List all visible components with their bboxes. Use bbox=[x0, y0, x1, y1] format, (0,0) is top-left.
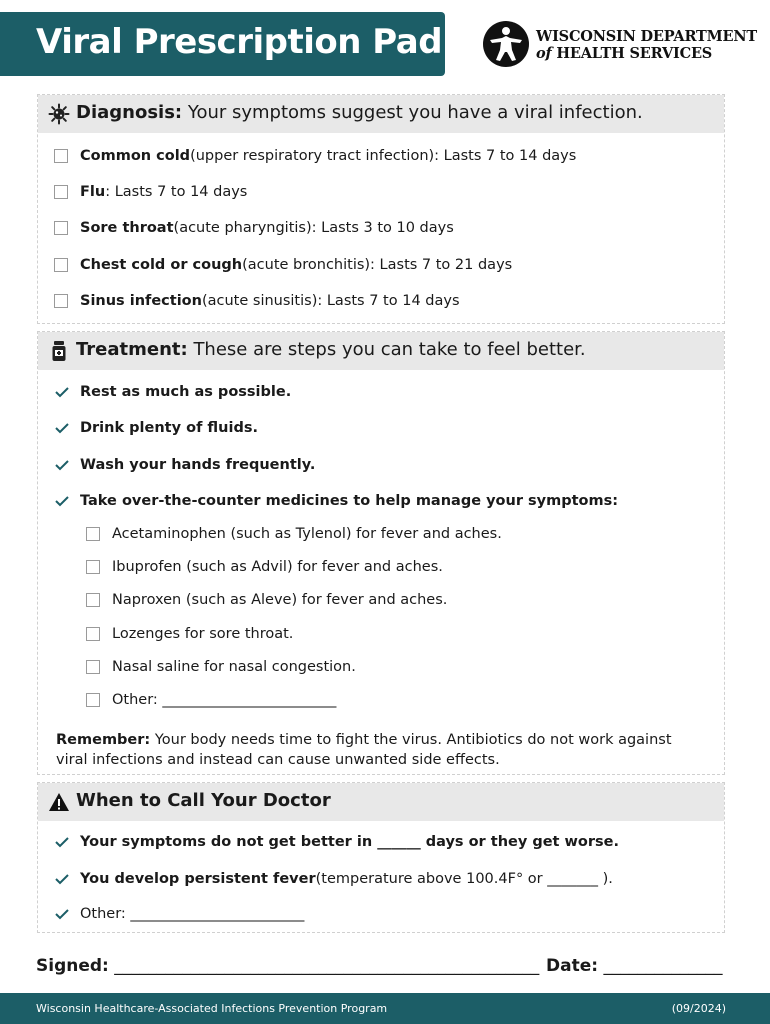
checkmark-icon bbox=[54, 872, 70, 886]
diagnosis-option-chest-cold[interactable]: Chest cold or cough (acute bronchitis): Lasts 7 to 21 days bbox=[54, 257, 512, 273]
medicine-option-other[interactable]: Other: ________________________ bbox=[86, 692, 336, 708]
checkbox[interactable] bbox=[54, 149, 68, 163]
checkmark-icon bbox=[54, 494, 70, 508]
medicine-bottle-icon bbox=[48, 340, 70, 362]
footer-date: (09/2024) bbox=[671, 1002, 726, 1015]
diagnosis-heading: Diagnosis: Your symptoms suggest you have a viral infection. bbox=[76, 102, 643, 123]
checkbox[interactable] bbox=[86, 560, 100, 574]
date-field[interactable]: Date: ______________ bbox=[546, 956, 723, 976]
footer-bar bbox=[0, 993, 770, 1024]
doctor-condition: You develop persistent fever (temperature above 100.4F° or _______ ). bbox=[54, 871, 613, 887]
checkmark-icon bbox=[54, 835, 70, 849]
treatment-header bbox=[38, 332, 724, 370]
checkmark-icon bbox=[54, 458, 70, 472]
checkbox[interactable] bbox=[86, 693, 100, 707]
signed-field[interactable]: Signed: __________________________________________________ bbox=[36, 956, 540, 976]
checkbox[interactable] bbox=[54, 221, 68, 235]
treatment-step: Rest as much as possible. bbox=[54, 384, 291, 400]
call-doctor-section bbox=[37, 782, 725, 933]
treatment-heading: Treatment: These are steps you can take to feel better. bbox=[76, 339, 586, 360]
title-banner bbox=[0, 12, 445, 76]
diagnosis-header bbox=[38, 95, 724, 133]
medicine-option-nasal-saline[interactable]: Nasal saline for nasal congestion. bbox=[86, 659, 356, 675]
treatment-step: Wash your hands frequently. bbox=[54, 457, 315, 473]
treatment-section bbox=[37, 331, 725, 775]
checkbox[interactable] bbox=[54, 258, 68, 272]
diagnosis-option-common-cold[interactable]: Common cold (upper respiratory tract infection): Lasts 7 to 14 days bbox=[54, 148, 576, 164]
checkbox[interactable] bbox=[86, 593, 100, 607]
checkmark-icon bbox=[54, 907, 70, 921]
medicine-option-naproxen[interactable]: Naproxen (such as Aleve) for fever and aches. bbox=[86, 592, 447, 608]
footer-program-name: Wisconsin Healthcare-Associated Infections Prevention Program bbox=[36, 1002, 388, 1015]
call-doctor-header bbox=[38, 783, 724, 821]
dhs-logo bbox=[482, 20, 757, 70]
checkbox[interactable] bbox=[86, 627, 100, 641]
medicine-option-ibuprofen[interactable]: Ibuprofen (such as Advil) for fever and aches. bbox=[86, 559, 443, 575]
treatment-step: Drink plenty of fluids. bbox=[54, 420, 258, 436]
logo-text-line1: WISCONSIN DEPARTMENT bbox=[536, 28, 757, 45]
diagnosis-option-sinus-infection[interactable]: Sinus infection (acute sinusitis): Lasts 7 to 14 days bbox=[54, 293, 460, 309]
checkbox[interactable] bbox=[86, 527, 100, 541]
dhs-seal-icon bbox=[482, 20, 530, 68]
virus-icon bbox=[48, 103, 70, 125]
call-doctor-heading: When to Call Your Doctor bbox=[76, 790, 331, 811]
checkmark-icon bbox=[54, 385, 70, 399]
doctor-condition-other[interactable]: Other: ________________________ bbox=[54, 906, 304, 922]
checkmark-icon bbox=[54, 421, 70, 435]
medicine-option-lozenges[interactable]: Lozenges for sore throat. bbox=[86, 626, 293, 642]
checkbox[interactable] bbox=[86, 660, 100, 674]
remember-note: Remember: Your body needs time to fight the virus. Antibiotics do not work against viral infections and instead can cause unwanted side effects. bbox=[56, 732, 672, 768]
page-title: Viral Prescription Pad bbox=[36, 22, 443, 62]
logo-text-line2: of HEALTH SERVICES bbox=[536, 45, 713, 62]
doctor-condition: Your symptoms do not get better in ______ days or they get worse. bbox=[54, 834, 619, 850]
medicine-option-acetaminophen[interactable]: Acetaminophen (such as Tylenol) for fever and aches. bbox=[86, 526, 502, 542]
checkbox[interactable] bbox=[54, 294, 68, 308]
treatment-step: Take over-the-counter medicines to help manage your symptoms: bbox=[54, 493, 618, 509]
checkbox[interactable] bbox=[54, 185, 68, 199]
diagnosis-option-sore-throat[interactable]: Sore throat (acute pharyngitis): Lasts 3 to 10 days bbox=[54, 220, 454, 236]
warning-icon bbox=[48, 791, 70, 813]
diagnosis-section bbox=[37, 94, 725, 324]
diagnosis-option-flu[interactable]: Flu : Lasts 7 to 14 days bbox=[54, 184, 247, 200]
